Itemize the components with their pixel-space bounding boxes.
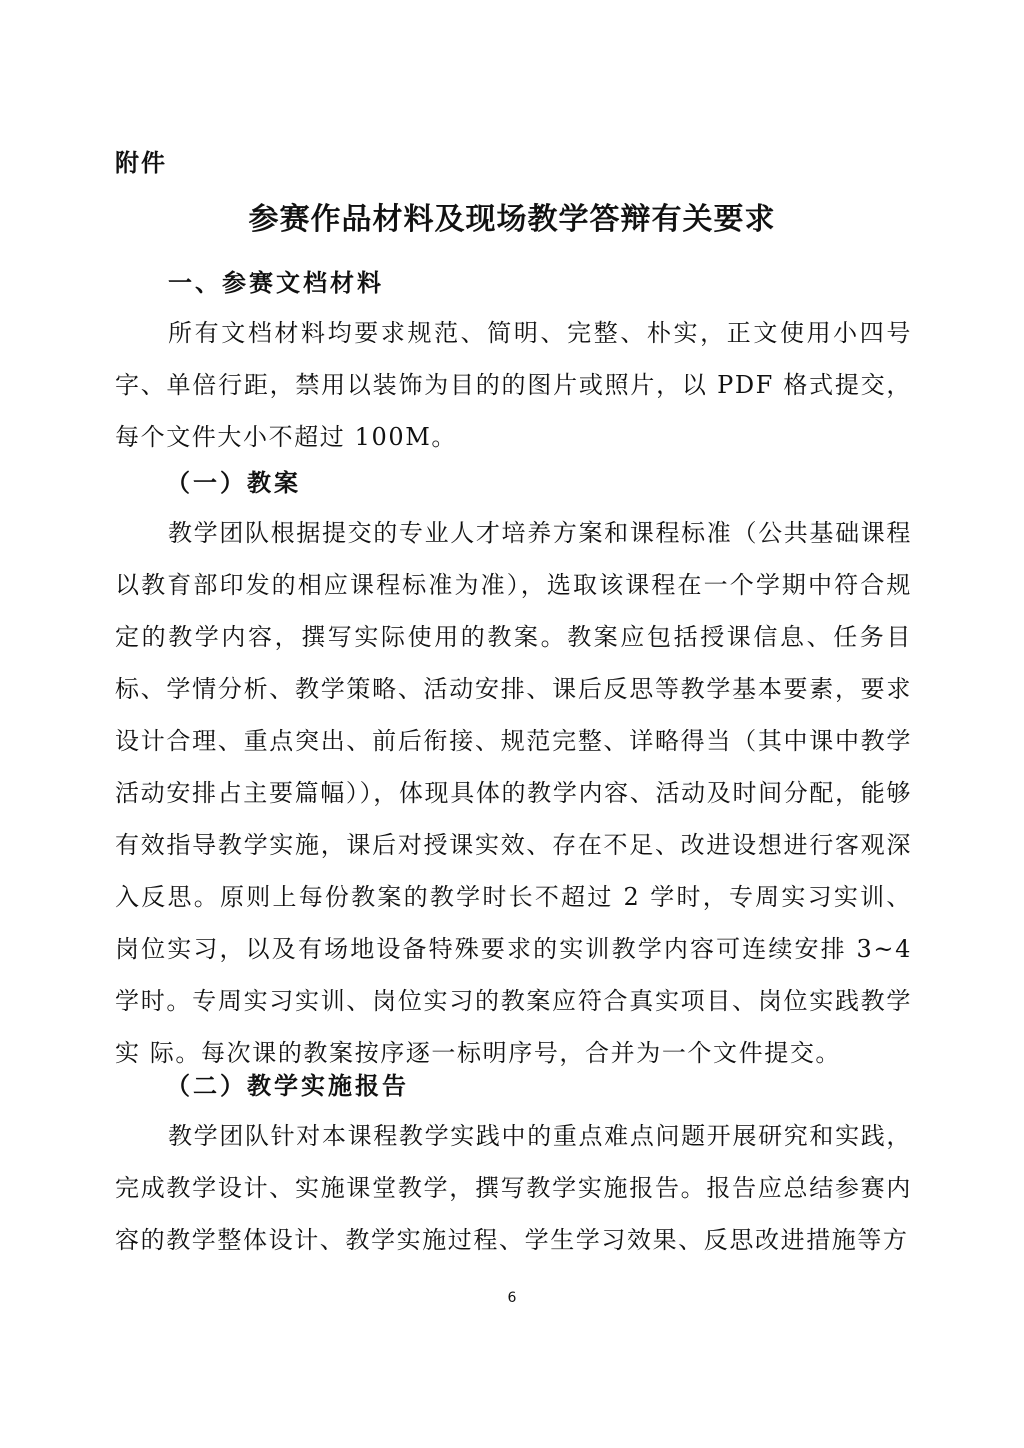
attachment-label: 附件 xyxy=(115,149,167,177)
section-intro-paragraph: 所有文档材料均要求规范、简明、完整、朴实，正文使用小四号字、单倍行距，禁用以装饰为目的的图片或照片，以 PDF 格式提交，每个文件大小不超过 100M。 xyxy=(115,319,912,451)
lesson-plan-paragraph: 教学团队根据提交的专业人才培养方案和课程标准（公共基础课程以教育部印发的相应课程标准为准），选取该课程在一个学期中符合规定的教学内容，撰写实际使用的教案。教案应包括授课信息、任务目标、学情分析、教学策略、活动安排、课后反思等教学基本要素，要求设计合理、重点突出、前后衔接、规范完整、详略得当（其中课中教学活动安排占主要篇幅）），体现具体的教学内容、活动及时间分配，能够有效指导教学实施，课后对授课实效、存在不足、改进设想进行客观深入反思。原则上每份教案的教学时长不超过 2 学时，专周实习实训、岗位实习，以及有场地设备特殊要求的实训教学内容可连续安排 3~4 学时。专周实习实训、岗位实习的教案应符合真实项目、岗位实践教学实 际。每次课的教案按序逐一标明序号，合并为一个文件提交。 xyxy=(115,519,912,1067)
page-number: 6 xyxy=(507,1290,517,1306)
implementation-report-paragraph: 教学团队针对本课程教学实践中的重点难点问题开展研究和实践，完成教学设计、实施课堂教学，撰写教学实施报告。报告应总结参赛内容的教学整体设计、教学实施过程、学生学习效果、反思改进措施等方 xyxy=(115,1122,912,1254)
subsection-heading-lesson-plan: （一）教案 xyxy=(166,469,301,497)
document-title: 参赛作品材料及现场教学答辩有关要求 xyxy=(248,202,776,237)
subsection-heading-implementation-report: （二）教学实施报告 xyxy=(166,1072,409,1100)
section-heading-documents: 一、参赛文档材料 xyxy=(168,269,384,297)
